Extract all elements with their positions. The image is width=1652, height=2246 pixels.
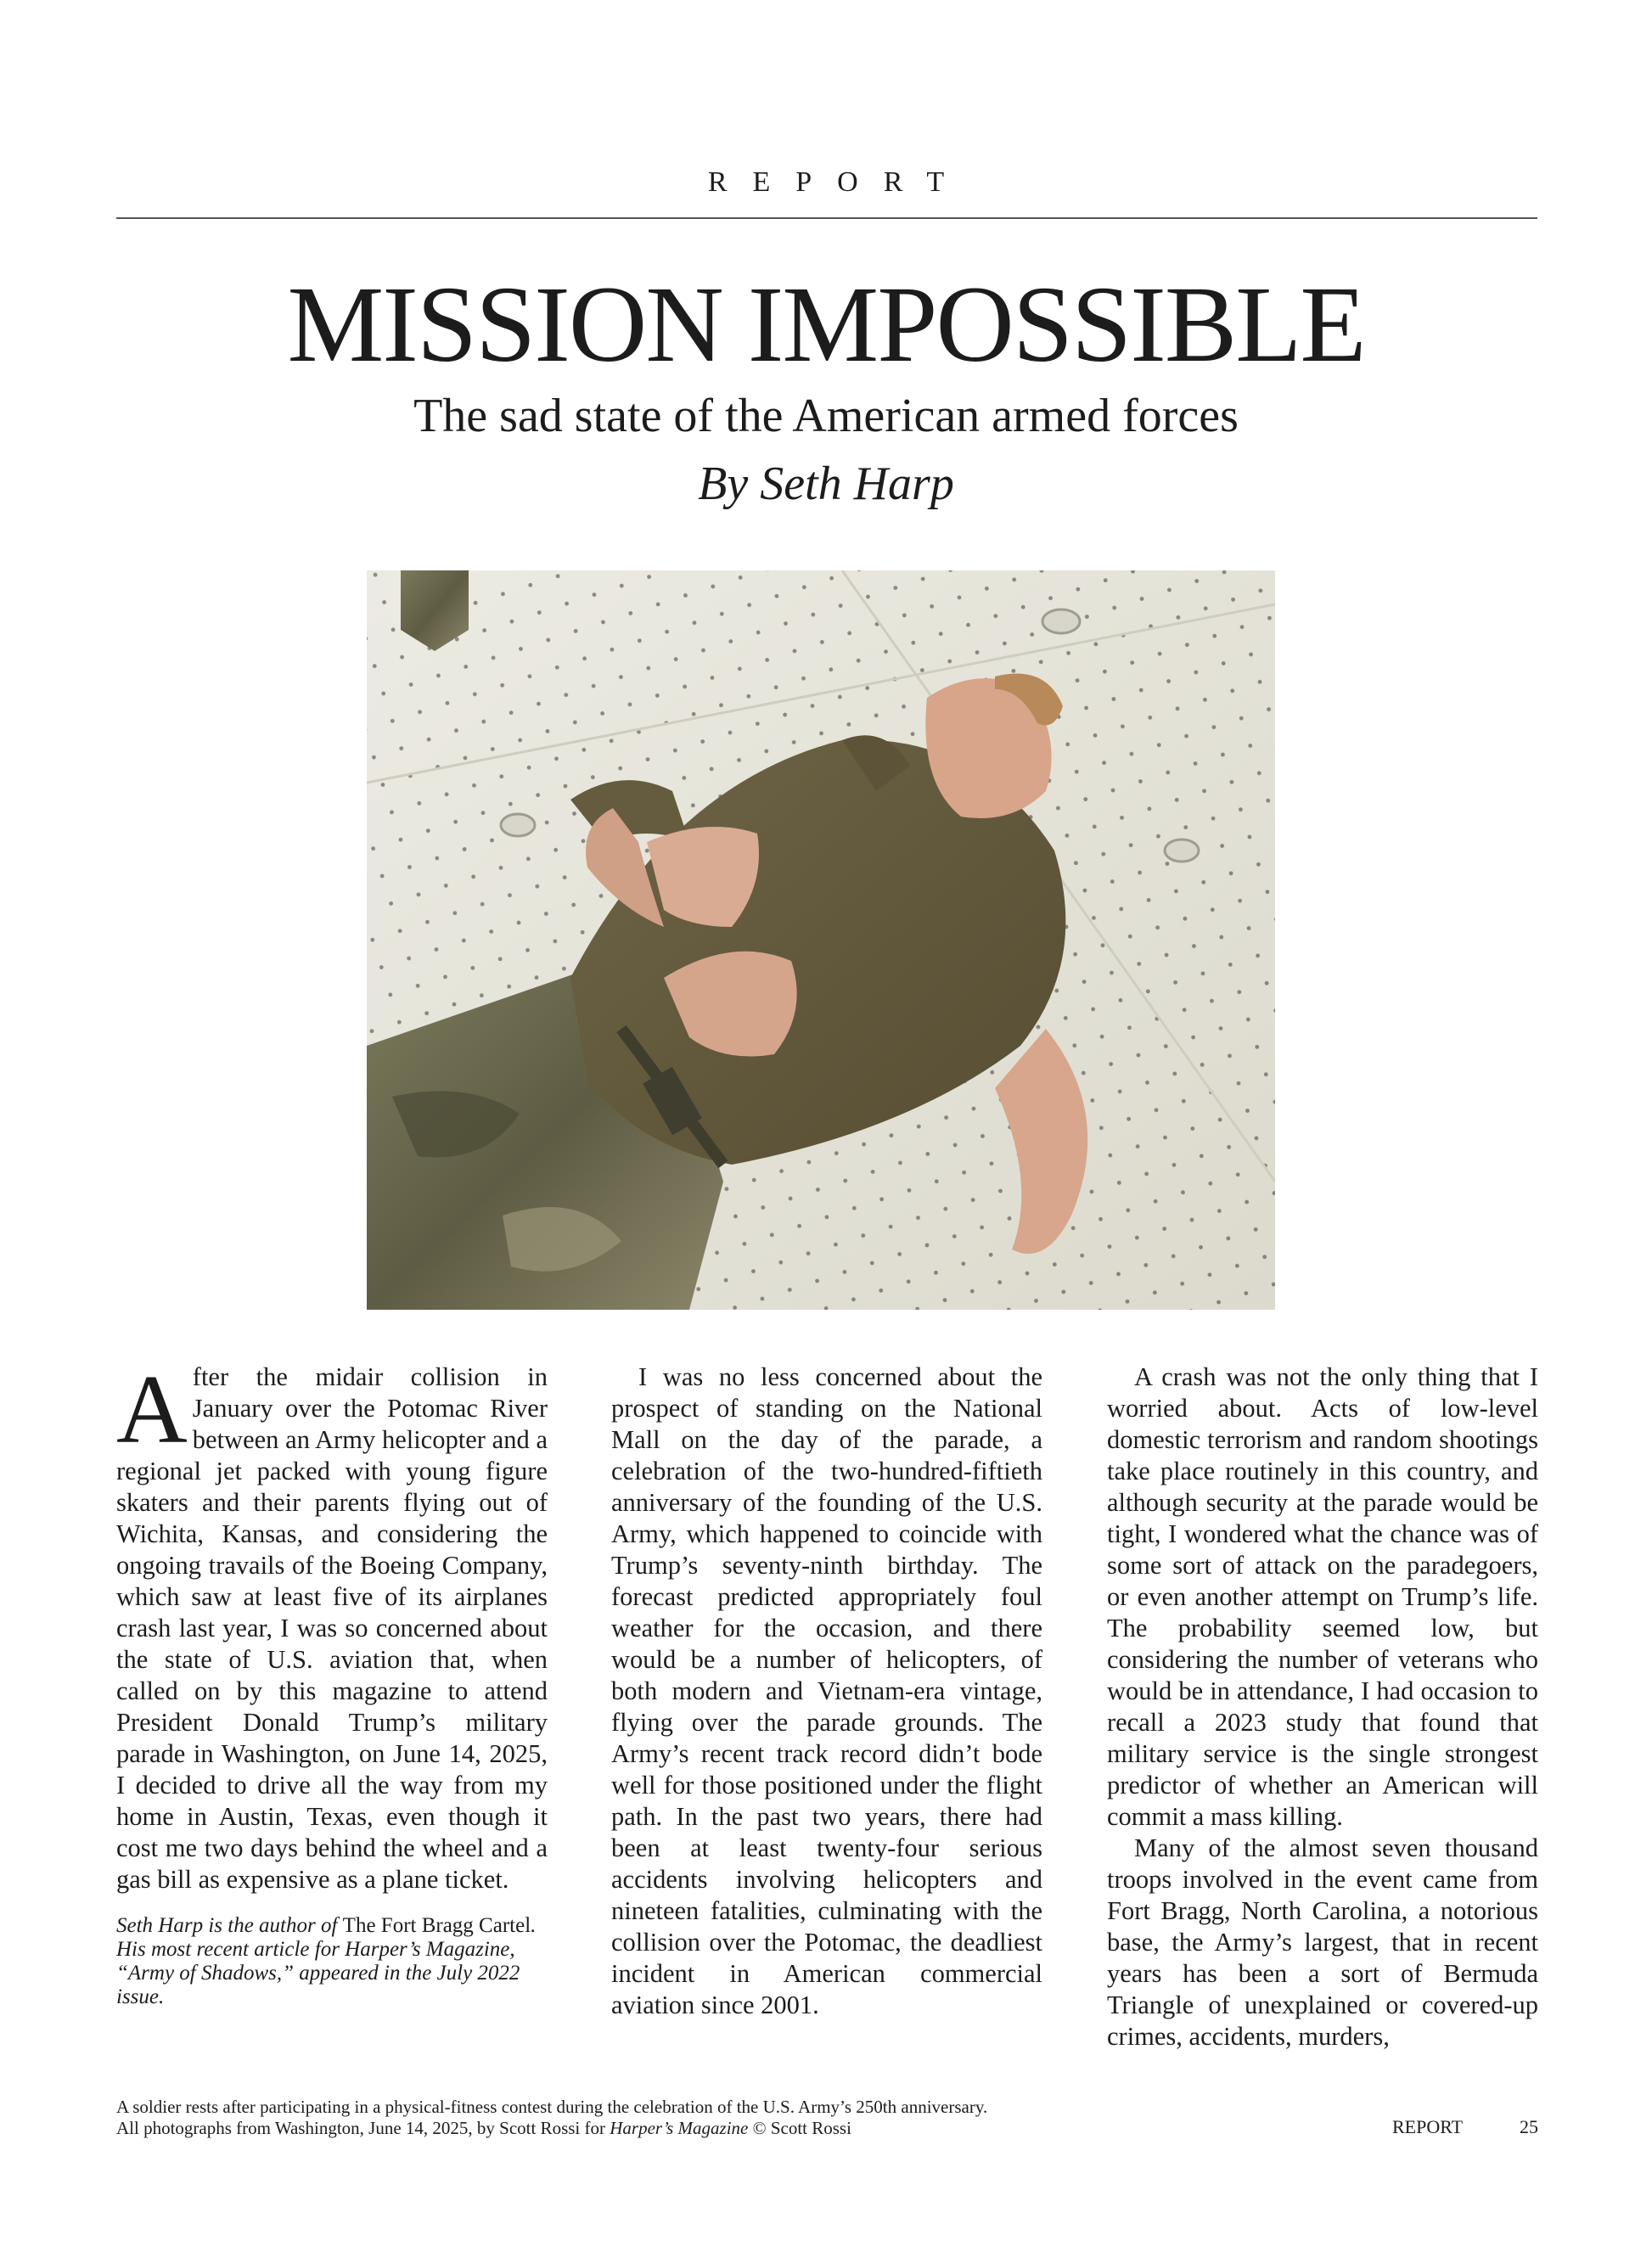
article-photo xyxy=(367,570,1275,1310)
author-bio xyxy=(116,1914,548,2009)
page-folio xyxy=(1392,2116,1538,2138)
column-3-paragraph-1: A crash was not the only thing that I worried about. Acts of low-level domestic terrorism and random shootings take place routinely in this country, and although security at the parade would be tight, I wondered what the chance was of some sort of attack on the paradegoers, or even another attempt on Trump’s life. The probability seemed low, but considering the number of veterans who would be in attendance, I had occasion to recall a 2023 study that found that military service is the single strongest predictor of whether an American will commit a mass killing. xyxy=(1107,1362,1538,1831)
page-number: 25 xyxy=(1520,2116,1538,2137)
header-rule xyxy=(116,217,1537,219)
opening-paragraph xyxy=(116,1356,548,1895)
caption-magazine-name: Harper’s Magazine xyxy=(610,2118,749,2138)
bio-lead: Seth Harp is the author of xyxy=(116,1914,343,1937)
caption-line-2 xyxy=(116,2118,1220,2139)
photo-caption xyxy=(116,2097,1220,2139)
column-2-paragraph: I was no less concerned about the prospect of standing on the National Mall on the day of the parade, a celebration of the two-hundred-fiftieth anniversary of the founding of the U.S. Army, which happened to coincide with Trump’s seventy-ninth birthday. The forecast predicted appropriately foul weather for the occasion, and there would be a number of helicopters, of both modern and Vietnam-era vintage, flying over the parade grounds. The Army’s recent track record didn’t bode well for those positioned under the flight path. In the past two years, there had been at least twenty-four serious accidents involving helicopters and nineteen fatalities, culminating with the collision over the Potomac, the deadliest incident in American commercial aviation since 2001. xyxy=(611,1362,1042,2019)
caption-credit-lead: All photographs from Washington, June 14, 2025, by Scott Rossi for xyxy=(116,2118,610,2138)
headline: MISSION IMPOSSIBLE xyxy=(287,264,1365,385)
article-column-1 xyxy=(116,1356,548,2009)
drop-cap: A xyxy=(116,1356,188,1464)
article-column-2 xyxy=(611,1362,1042,2021)
column-3-paragraph-2: Many of the almost seven thousand troops involved in the event came from Fort Bragg, North Carolina, a notorious base, the Army’s largest, that in recent years has been a sort of Bermuda Triangle of unexplained or covered-up crimes, accidents, murders, xyxy=(1107,1833,1538,2051)
soldier-resting-photo-illustration xyxy=(367,570,1275,1310)
folio-section: REPORT xyxy=(1392,2116,1464,2137)
bio-book-title: The Fort Bragg Cartel xyxy=(342,1914,531,1937)
opening-paragraph-text: fter the midair collision in January over the Potomac River between an Army helicopter and a regional jet packed with young figure skaters and their parents flying out of Wichita, Kansas, and considering the ongoing travails of the Boeing Company, which saw at least five of its airplanes crash last year, I was so concerned about the state of U.S. aviation that, when called on by this magazine to attend President Donald Trump’s military parade in Washington, on June 14, 2025, I decided to drive all the way from my home in Austin, Texas, even though it cost me two days behind the wheel and a gas bill as expensive as a plane ticket. xyxy=(116,1362,548,1894)
deck-subtitle: The sad state of the American armed forces xyxy=(413,390,1239,442)
caption-credit-rest: © Scott Rossi xyxy=(748,2118,851,2138)
bio-rest: . His most recent article for Harper’s Magazine, “Army of Shadows,” appeared in the July 2022 issue. xyxy=(116,1914,537,2008)
caption-line-1: A soldier rests after participating in a physical-fitness contest during the celebration of the U.S. Army’s 250th anniversary. xyxy=(116,2097,988,2117)
article-column-3 xyxy=(1107,1362,1538,2052)
section-label: REPORT xyxy=(707,166,970,198)
byline: By Seth Harp xyxy=(698,458,954,510)
